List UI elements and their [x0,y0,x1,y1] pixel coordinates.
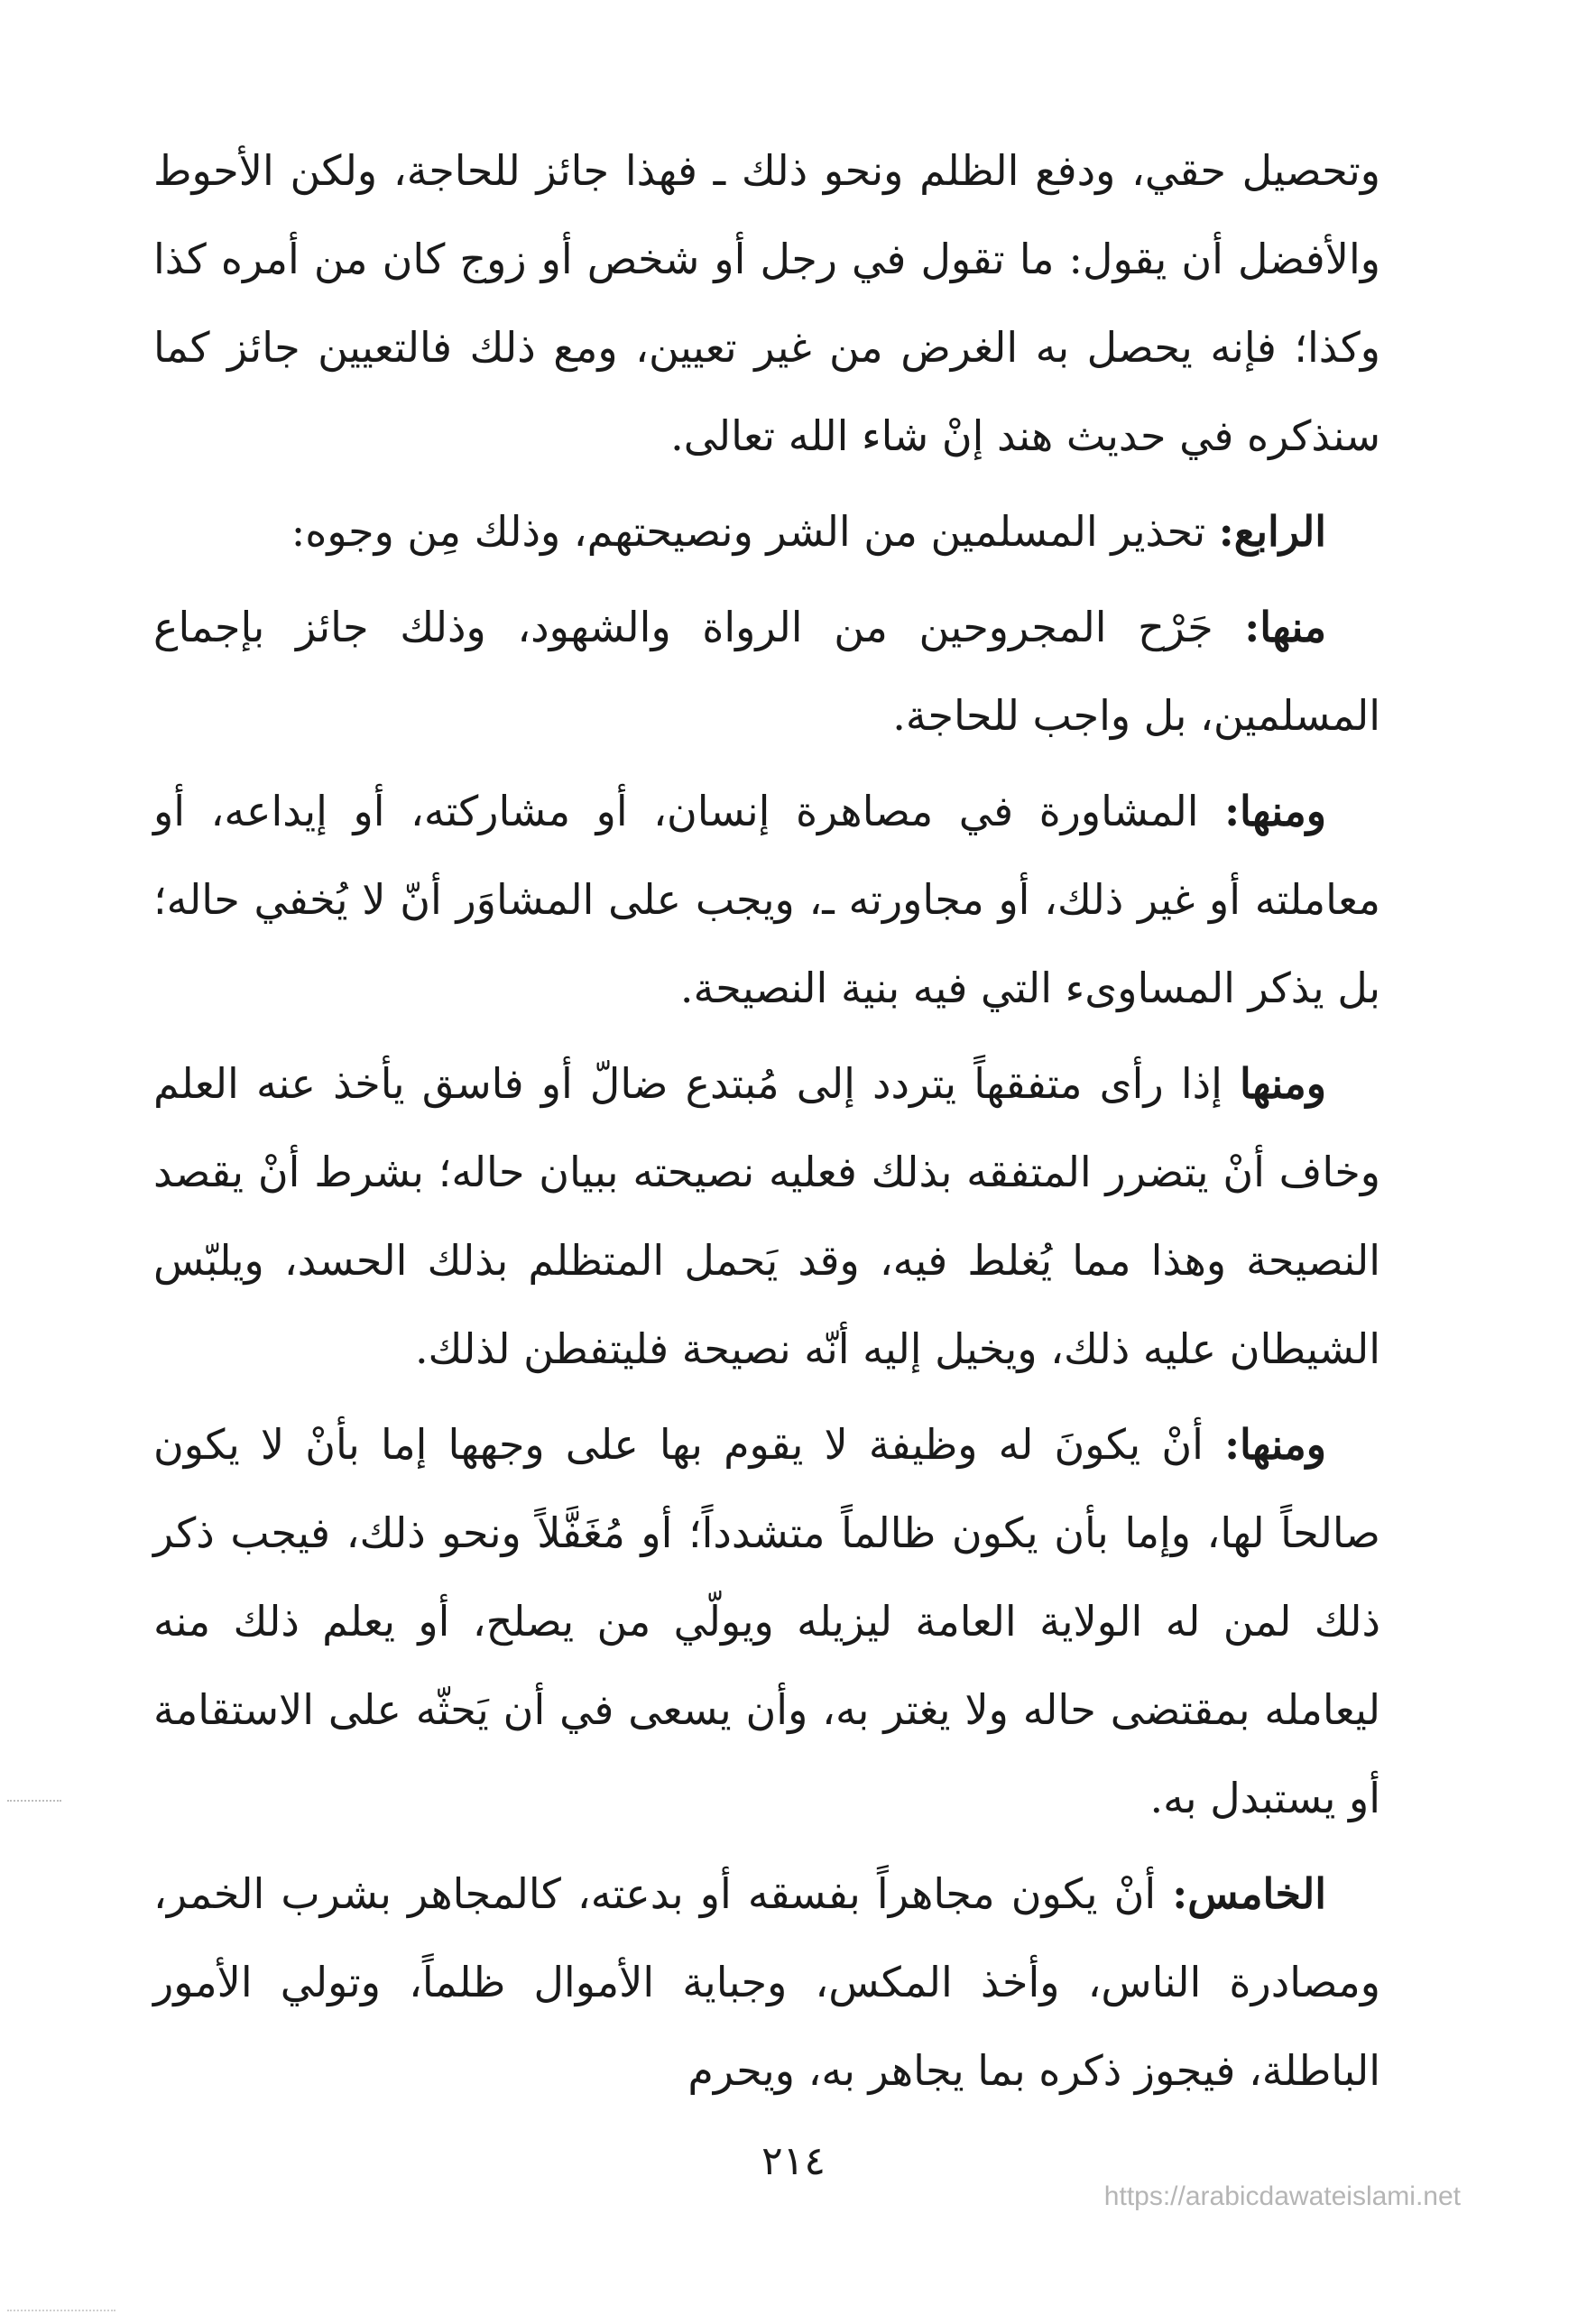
paragraph-lead: ومنها: [1224,787,1326,835]
paragraph-text: المشاورة في مصاهرة إنسان، أو مشاركته، أو إيداعه، أو معاملته أو غير ذلك، أو مجاورته ـ، ويجب على المشاوَر أنّ لا يُخفي حاله؛ بل يذكر المساوىء التي فيه بنية النصيحة. [153,787,1380,1012]
paragraph-lead: ومنها: [1224,1420,1326,1469]
paragraph-fourth [153,487,1380,576]
paragraph-text: أنْ يكونَ له وظيفة لا يقوم بها على وجهها إما بأنْ لا يكون صالحاً لها، وإما بأن يكون ظالماً متشدداً؛ أو مُغَفَّلاً ونحو ذلك، فيجب ذكر ذلك لمن له الولاية العامة ليزيله ويولّي من يصلح، أو يعلم ذلك منه ليعامله بمقتضى حاله ولا يغتر به، وأن يسعى في أن يَحثّه على الاستقامة أو يستبدل به. [153,1420,1380,1822]
page-body [153,126,1380,2115]
paragraph-fifth [153,1849,1380,2115]
page-number: ٢١٤ [761,2138,826,2184]
paragraph-minha-1 [153,583,1380,760]
watermark-url: https://arabicdawateislami.net [1103,2181,1461,2211]
paragraph-minha-2 [153,767,1380,1032]
paragraph-text: إذا رأى متفقهاً يتردد إلى مُبتدع ضالّ أو فاسق يأخذ عنه العلم وخاف أنْ يتضرر المتفقه بذلك فعليه نصيحته ببيان حاله؛ بشرط أنْ يقصد النصيحة وهذا مما يُغلط فيه، وقد يَحمل المتظلم بذلك الحسد، ويلبّس الشيطان عليه ذلك، ويخيل إليه أنّه نصيحة فليتفطن لذلك. [153,1059,1380,1373]
scan-bottom-mark [7,2310,115,2311]
paragraph-lead: منها: [1244,603,1326,651]
paragraph-text: جَرْح المجروحين من الرواة والشهود، وذلك جائز بإجماع المسلمين، بل واجب للحاجة. [153,603,1380,740]
paragraph-minha-3 [153,1039,1380,1393]
paragraph-text: أنْ يكون مجاهراً بفسقه أو بدعته، كالمجاهر بشرب الخمر، ومصادرة الناس، وأخذ المكس، وجباية الأموال ظلماً، وتولي الأمور الباطلة، فيجوز ذكره بما يجاهر به، ويحرم [153,1869,1380,2095]
paragraph-minha-4 [153,1400,1380,1842]
paragraph-text: وتحصيل حقي، ودفع الظلم ونحو ذلك ـ فهذا جائز للحاجة، ولكن الأحوط والأفضل أن يقول: ما تقول في رجل أو شخص أو زوج كان من أمره كذا وكذا؛ فإنه يحصل به الغرض من غير تعيين، ومع ذلك فالتعيين جائز كما سنذكره في حديث هند إنْ شاء الله تعالى. [153,146,1380,460]
paragraph-continuation [153,126,1380,480]
scan-margin-mark [7,1800,61,1802]
paragraph-lead: ومنها [1240,1059,1326,1108]
paragraph-text: تحذير المسلمين من الشر ونصيحتهم، وذلك مِن وجوه: [291,507,1219,556]
paragraph-lead: الخامس: [1172,1869,1326,1918]
paragraph-lead: الرابع: [1218,507,1326,556]
